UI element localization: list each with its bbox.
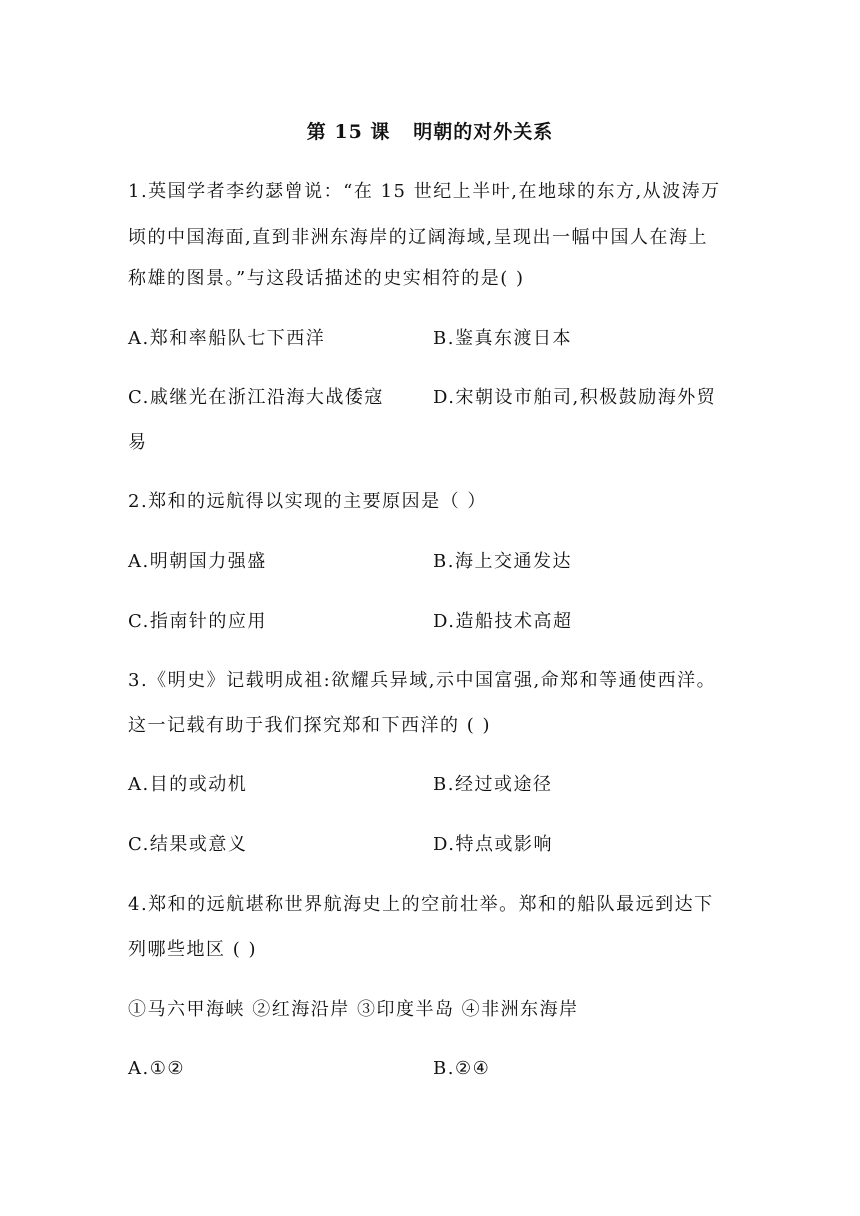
q2-option-b: B.海上交通发达 (433, 551, 572, 572)
q1-option-b: B.鉴真东渡日本 (433, 328, 572, 349)
q2-stem-line-1: 2.郑和的远航得以实现的主要原因是（ ） (128, 491, 487, 512)
q3-stem-line-2: 这一记载有助于我们探究郑和下西洋的 ( ) (128, 715, 491, 736)
q4-stem-line-2: 列哪些地区 ( ) (128, 939, 257, 960)
q4-items-line: ①马六甲海峡 ②红海沿岸 ③印度半岛 ④非洲东海岸 (128, 999, 579, 1020)
q3-stem-line-1: 3.《明史》记载明成祖:欲耀兵异域,示中国富强,命郑和等通使西洋。 (128, 670, 717, 691)
q1-option-d-continued: 易 (128, 432, 148, 453)
q2-option-c: C.指南针的应用 (128, 611, 267, 632)
q1-option-d: D.宋朝设市舶司,积极鼓励海外贸 (433, 387, 717, 408)
q1-option-c: C.戚继光在浙江沿海大战倭寇 (128, 387, 384, 408)
q1-stem-line-1: 1.英国学者李约瑟曾说：“在 15 世纪上半叶,在地球的东方,从波涛万 (128, 181, 721, 202)
q1-option-a: A.郑和率船队七下西洋 (128, 328, 326, 349)
q4-option-a: A.①② (128, 1058, 185, 1079)
q3-option-d: D.特点或影响 (433, 834, 554, 855)
page-title: 第 15 课 明朝的对外关系 (306, 121, 554, 143)
q1-stem-line-2: 顷的中国海面,直到非洲东海岸的辽阔海域,呈现出一幅中国人在海上 (128, 227, 708, 248)
q2-option-a: A.明朝国力强盛 (128, 551, 267, 572)
q4-option-b: B.②④ (433, 1058, 491, 1079)
q1-stem-line-3: 称雄的图景。”与这段话描述的史实相符的是( ) (128, 268, 525, 289)
q4-stem-line-1: 4.郑和的远航堪称世界航海史上的空前壮举。郑和的船队最远到达下 (128, 894, 714, 915)
q3-option-c: C.结果或意义 (128, 834, 248, 855)
q3-option-b: B.经过或途径 (433, 774, 553, 795)
q3-option-a: A.目的或动机 (128, 774, 248, 795)
q2-option-d: D.造船技术高超 (433, 611, 573, 632)
